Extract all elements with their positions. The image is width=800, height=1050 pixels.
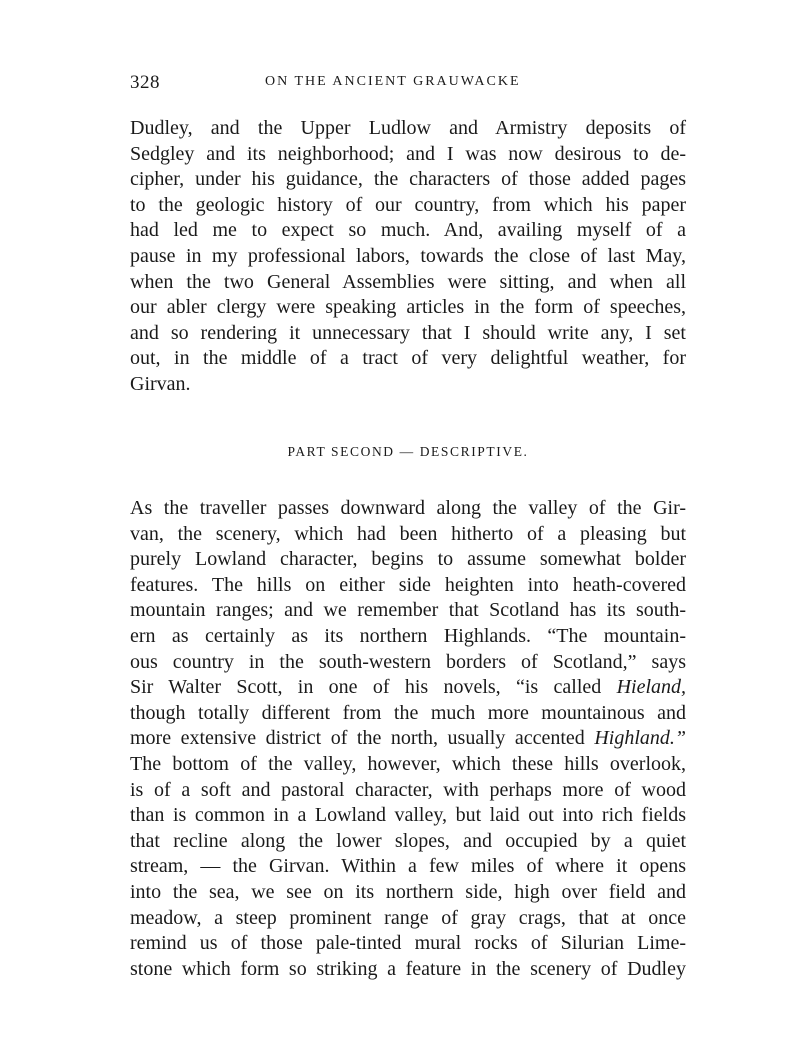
text-line: out, in the middle of a tract of very delightful weather, for <box>130 347 686 370</box>
text-line: van, the scenery, which had been hitherto of a pleasing but <box>130 522 686 545</box>
running-head <box>130 68 690 96</box>
text-line: Sedgley and its neighborhood; and I was now desirous to de- <box>130 142 686 165</box>
paragraph-two <box>130 496 686 982</box>
text-line: ous country in the south-western borders of Scotland,” says <box>130 650 686 673</box>
text-line: to the geologic history of our country, from which his paper <box>130 193 686 216</box>
running-title: ON THE ANCIENT GRAUWACKE <box>265 74 521 89</box>
text-line: into the sea, we see on its northern side, high over field and <box>130 880 686 903</box>
text-line: our abler clergy were speaking articles in the form of speeches, <box>130 296 686 319</box>
text-line: purely Lowland character, begins to assume somewhat bolder <box>130 548 686 571</box>
text-line: features. The hills on either side heighten into heath-covered <box>130 573 686 596</box>
text-line: that recline along the lower slopes, and occupied by a quiet <box>130 829 686 852</box>
text-line: than is common in a Lowland valley, but laid out into rich fields <box>130 804 686 827</box>
italic-word: Highland.” <box>594 727 686 750</box>
text-fragment: more extensive district of the north, usually accented <box>130 727 595 750</box>
text-line <box>130 675 686 701</box>
text-line: Dudley, and the Upper Ludlow and Armistry deposits of <box>130 117 686 139</box>
italic-word: Hieland, <box>616 676 686 699</box>
text-line: though totally different from the much more mountainous and <box>130 701 686 724</box>
text-line: ern as certainly as its northern Highlands. “The mountain- <box>130 624 686 647</box>
text-line: meadow, a steep prominent range of gray crags, that at once <box>130 906 686 929</box>
text-line: when the two General Assemblies were sitting, and when all <box>130 270 686 293</box>
text-line: As the traveller passes downward along the valley of the Gir- <box>130 497 686 519</box>
text-line: had led me to expect so much. And, availing myself of a <box>130 219 686 242</box>
text-line: Girvan. <box>130 372 191 395</box>
text-fragment: Sir Walter Scott, in one of his novels, “is called <box>130 676 617 699</box>
section-heading: PART SECOND — DESCRIPTIVE. <box>287 444 529 459</box>
paragraph-one <box>130 116 686 398</box>
text-line: remind us of those pale-tinted mural rocks of Silurian Lime- <box>130 932 686 955</box>
text-line: The bottom of the valley, however, which these hills overlook, <box>130 752 686 775</box>
text-line: stream, — the Girvan. Within a few miles of where it opens <box>130 855 686 878</box>
text-line: cipher, under his guidance, the characters of those added pages <box>130 168 686 191</box>
text-line: pause in my professional labors, towards the close of last May, <box>130 244 686 267</box>
text-line <box>130 726 686 752</box>
text-line: mountain ranges; and we remember that Scotland has its south- <box>130 599 686 622</box>
text-line: is of a soft and pastoral character, with perhaps more of wood <box>130 778 686 801</box>
text-line: and so rendering it unnecessary that I should write any, I set <box>130 321 686 344</box>
text-line: stone which form so striking a feature in the scenery of Dudley <box>130 957 686 980</box>
page-number: 328 <box>130 72 160 93</box>
